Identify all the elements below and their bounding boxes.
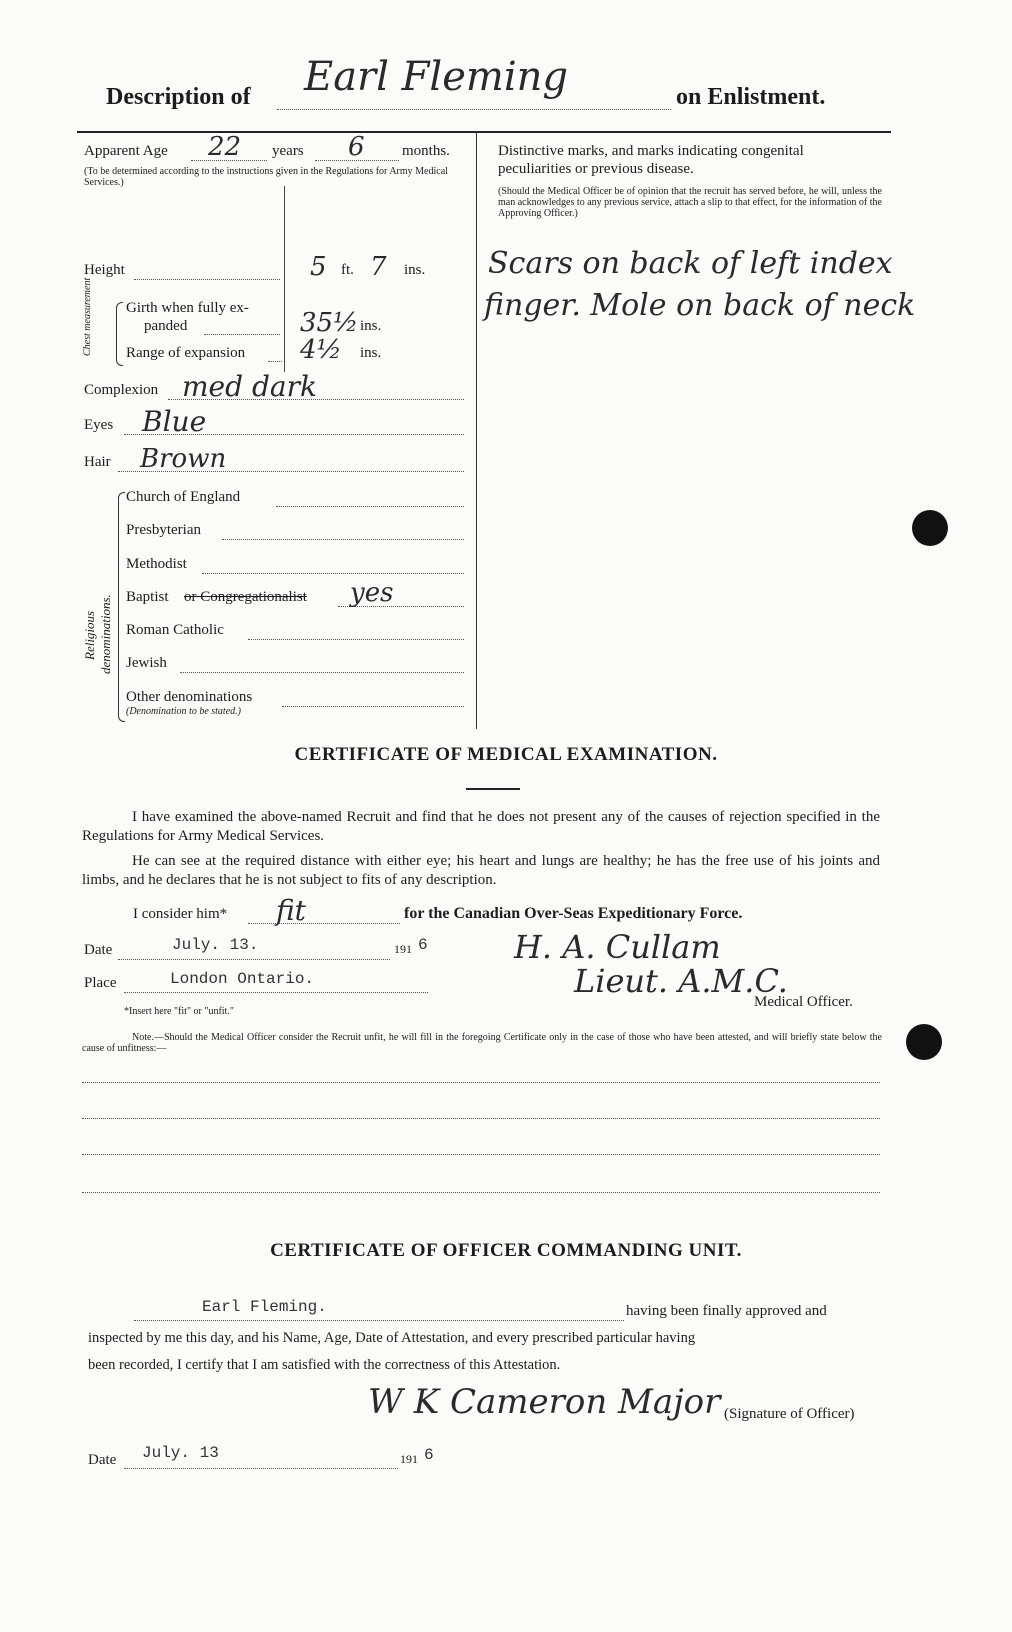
medical-signature: H. A. Cullam	[514, 928, 721, 966]
chest-range-unit: ins.	[360, 345, 382, 361]
chest-girth-leader	[204, 334, 280, 335]
marks-heading-1: Distinctive marks, and marks indicating congenital	[498, 143, 804, 159]
hair-label: Hair	[84, 454, 111, 470]
commanding-date-label: Date	[88, 1452, 117, 1468]
medical-date-value: July. 13.	[172, 936, 259, 954]
complexion-label: Complexion	[84, 382, 159, 398]
medical-consider-value: fit	[276, 894, 306, 927]
chest-side-label: Chest measurement	[82, 277, 93, 356]
medical-consider-prefix: I consider him*	[133, 906, 228, 922]
chest-range-value: 4½	[300, 335, 342, 365]
religion-jewish-line	[180, 672, 464, 673]
medical-note: Note.—Should the Medical Officer consider the Recruit unfit, he will fill in the foregoing Certificate only in the case of those who have been attested, and will briefly state below the cause of unfitness:—	[82, 1032, 882, 1054]
religion-rc-line	[248, 639, 464, 640]
commanding-line-2: inspected by me this day, and his Name, Age, Date of Attestation, and every prescribed particular having	[88, 1330, 696, 1346]
age-label: Apparent Age	[84, 143, 168, 159]
header-prefix: Description of	[106, 84, 251, 110]
chest-range-label: Range of expansion	[126, 345, 246, 361]
measure-column-rule	[284, 186, 285, 372]
religion-presbyterian-line	[222, 539, 464, 540]
header-suffix: on Enlistment.	[676, 84, 826, 110]
commanding-date-line	[124, 1468, 398, 1469]
commanding-year-prefix: 191	[400, 1452, 418, 1466]
medical-place-value: London Ontario.	[170, 970, 315, 988]
punch-hole-bottom	[906, 1024, 942, 1060]
medical-title: CERTIFICATE OF MEDICAL EXAMINATION.	[294, 744, 718, 765]
religion-methodist: Methodist	[126, 556, 187, 572]
commanding-year-digit: 6	[424, 1446, 434, 1464]
eyes-label: Eyes	[84, 417, 114, 433]
chest-girth-value: 35½	[300, 308, 359, 338]
header-name: Earl Fleming	[304, 54, 568, 100]
religion-church-line	[276, 506, 464, 507]
marks-line-1: Scars on back of left index	[488, 246, 893, 281]
description-table-column-rule	[476, 131, 477, 729]
age-note: (To be determined according to the instructions given in the Regulations for Army Medical Services.)	[84, 166, 448, 188]
height-ins-label: ins.	[404, 262, 426, 278]
marks-heading-2: peculiarities or previous disease.	[498, 161, 694, 177]
medical-date-label: Date	[84, 942, 113, 958]
medical-rank: Lieut. A.M.C.	[574, 962, 788, 1000]
header	[0, 0, 1012, 140]
complexion-value: med dark	[182, 370, 317, 403]
hair-value: Brown	[140, 444, 227, 474]
medical-date-line	[118, 959, 390, 960]
commanding-name-value: Earl Fleming.	[202, 1298, 327, 1316]
commanding-line-3: been recorded, I certify that I am satisfied with the correctness of this Attestation.	[88, 1357, 561, 1373]
medical-place-label: Place	[84, 975, 117, 991]
commanding-title: CERTIFICATE OF OFFICER COMMANDING UNIT.	[270, 1240, 742, 1261]
height-ins-value: 7	[370, 252, 387, 282]
religion-other: Other denominations	[126, 689, 253, 705]
marks-line-2: finger. Mole on back of neck	[484, 288, 916, 323]
height-label: Height	[84, 262, 125, 278]
height-ft-value: 5	[310, 252, 327, 282]
punch-hole-top	[912, 510, 948, 546]
religion-brace	[118, 492, 125, 722]
age-years-label: years	[272, 143, 304, 159]
religion-roman-catholic: Roman Catholic	[126, 622, 224, 638]
religion-baptist-value: yes	[350, 578, 394, 608]
age-months-label: months.	[402, 143, 450, 159]
eyes-value: Blue	[142, 405, 207, 438]
medical-insert-note: *Insert here "fit" or "unfit."	[124, 1006, 234, 1017]
religion-church-of-england: Church of England	[126, 489, 241, 505]
religion-other-note: (Denomination to be stated.)	[126, 706, 241, 717]
age-years-value: 22	[208, 132, 242, 162]
unfit-line-1	[82, 1082, 880, 1083]
medical-title-rule	[466, 788, 520, 790]
medical-year-digit: 6	[418, 936, 428, 954]
height-leader	[134, 279, 280, 280]
religion-methodist-line	[202, 573, 464, 574]
age-months-value: 6	[348, 132, 365, 162]
religion-struck: or Congregationalist	[184, 589, 307, 605]
unfit-line-2	[82, 1118, 880, 1119]
commanding-signature-label: (Signature of Officer)	[724, 1406, 855, 1422]
religion-other-line	[282, 706, 464, 707]
commanding-date-value: July. 13	[142, 1444, 219, 1462]
medical-consider-suffix: for the Canadian Over-Seas Expeditionary Force.	[404, 905, 743, 922]
medical-consider-line	[248, 923, 400, 924]
chest-girth-label-1: Girth when fully ex-	[126, 300, 249, 316]
commanding-name-line	[134, 1320, 624, 1321]
religion-baptist: Baptist	[126, 589, 169, 605]
height-ft-label: ft.	[341, 262, 354, 278]
chest-brace	[116, 302, 123, 366]
chest-girth-unit: ins.	[360, 318, 382, 334]
unfit-line-3	[82, 1154, 880, 1155]
header-name-line	[277, 109, 671, 110]
medical-para-1: I have examined the above-named Recruit and find that he does not present any of the causes of rejection specified in the Regulations for Army Medical Services.	[82, 809, 880, 844]
religion-side-label-2: denominations.	[98, 594, 113, 674]
unfit-line-4	[82, 1192, 880, 1193]
religion-side-label-1: Religious	[82, 610, 97, 660]
commanding-line-1-suffix: having been finally approved and	[626, 1303, 827, 1319]
medical-officer-label: Medical Officer.	[754, 994, 853, 1010]
religion-jewish: Jewish	[126, 655, 167, 671]
chest-girth-label-2: panded	[144, 318, 188, 334]
medical-para-2: He can see at the required distance with either eye; his heart and lungs are healthy; he has the free use of his joints and limbs, and he declares that he is not subject to fits of any description.	[82, 853, 880, 888]
medical-place-line	[124, 992, 428, 993]
religion-presbyterian: Presbyterian	[126, 522, 201, 538]
chest-range-leader	[268, 361, 282, 362]
description-table-top-rule	[77, 131, 891, 133]
commanding-signature: W K Cameron Major	[368, 1382, 721, 1422]
medical-year-prefix: 191	[394, 942, 412, 956]
marks-note: (Should the Medical Officer be of opinion that the recruit has served before, he will, unless the man acknowledges to any previous service, attach a slip to that effect, for the information of the Approving Officer.)	[498, 186, 882, 219]
